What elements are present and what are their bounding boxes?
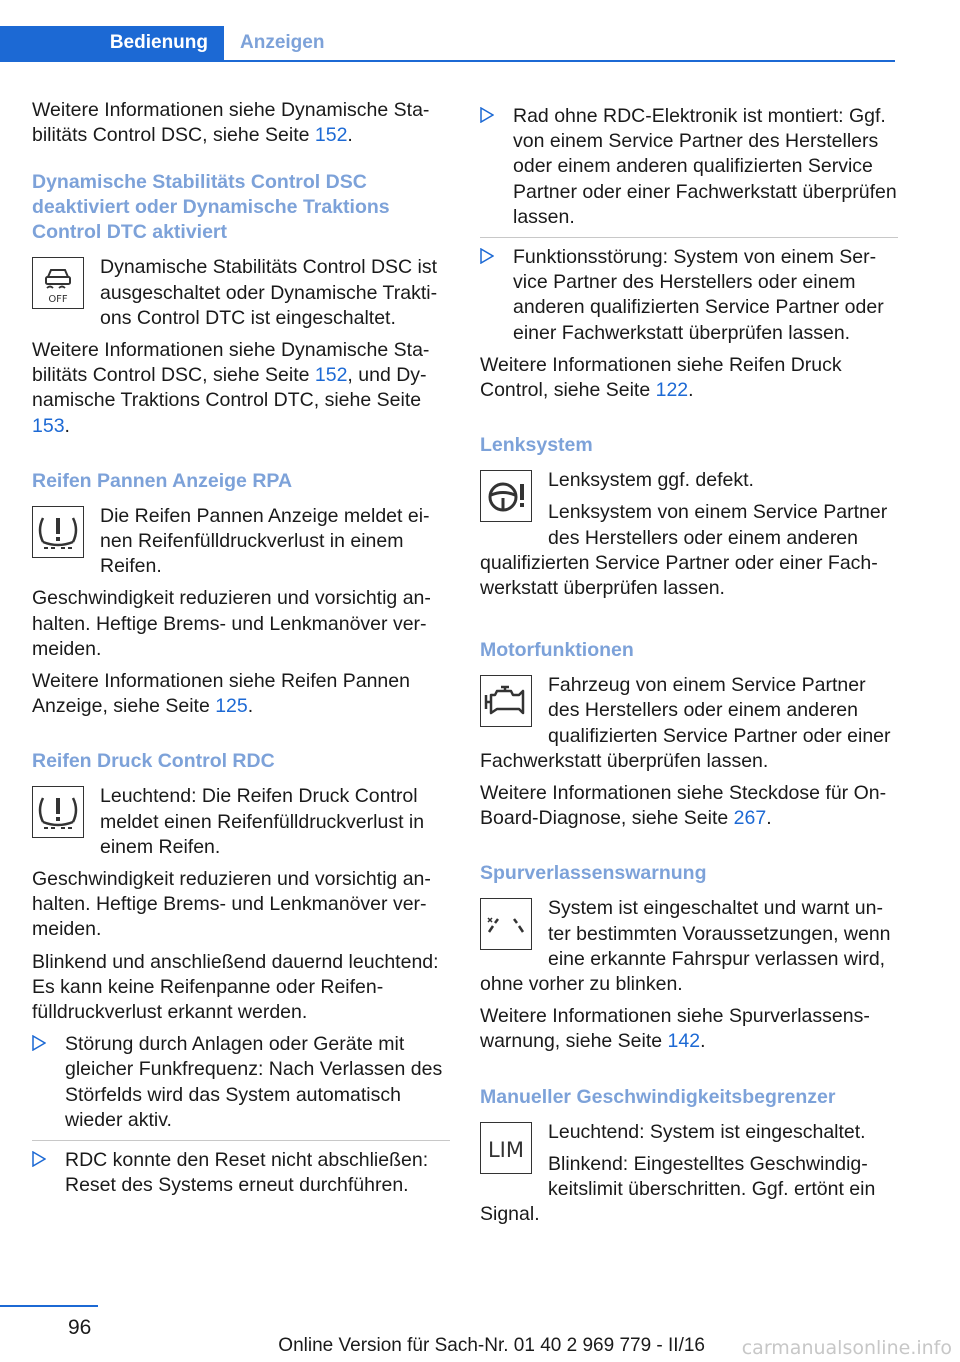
- engine-more: Weitere Informationen siehe Steckdose für On-Board-Diagnose, siehe Seite 267.: [480, 782, 887, 830]
- engine-heading: Motorfunktionen: [480, 639, 634, 662]
- lane-more: Weitere Informationen siehe Spurverlassenswarnung, siehe Seite 142.: [480, 1005, 870, 1053]
- dsc-block: [32, 255, 450, 338]
- dsc-more: Weitere Informationen siehe Dynamische Stabilitäts Control DSC, siehe Seite 152, und Dynamische Traktions Control DTC, siehe Seite 153.: [32, 339, 430, 437]
- steering-heading: Lenksystem: [480, 434, 593, 457]
- list-item: RDC konnte den Reset nicht abschließen: Reset des Systems erneut durchführen.: [32, 1148, 450, 1198]
- steering-line1: Lenksystem ggf. defekt.: [548, 469, 754, 492]
- svg-text:OFF: OFF: [48, 294, 68, 306]
- speed-limiter-icon: [480, 1122, 532, 1174]
- page-link-267[interactable]: 267: [733, 807, 767, 830]
- page-number: 96: [68, 1316, 92, 1339]
- rdc-heading: Reifen Druck Control RDC: [32, 750, 275, 773]
- page-link-152[interactable]: 152: [314, 124, 348, 147]
- rdc-block: [32, 784, 450, 867]
- list-item: Störung durch Anlagen oder Geräte mit gleicher Funkfrequenz: Nach Verlassen des Störfelds wird das System automatisch wieder aktiv.: [32, 1032, 450, 1141]
- left-column: [32, 98, 450, 1206]
- chapter-tabs: [0, 26, 895, 62]
- engine-text: Fahrzeug von einem Service Partner des Herstellers oder einem anderen qualifizierten Service Partner oder einer Fachwerkstatt überprüfen lassen.: [480, 674, 891, 772]
- watermark: carmanualsonline.info: [741, 1337, 952, 1359]
- right-column: [480, 104, 898, 1235]
- lim-line1: Leuchtend: System ist eingeschaltet.: [548, 1120, 866, 1143]
- rdc-bullet-list: [32, 1032, 450, 1198]
- svg-text:LIM: LIM: [487, 1137, 525, 1162]
- page-link-122[interactable]: 122: [655, 379, 689, 402]
- rdc-p2: Geschwindigkeit reduzieren und vorsichtig anhalten. Heftige Brems- und Lenkmanöver vermeiden.: [32, 868, 431, 941]
- rpa-p2: Geschwindigkeit reduzieren und vorsichtig anhalten. Heftige Brems- und Lenkmanöver vermeiden.: [32, 587, 431, 660]
- page-link-153[interactable]: 153: [32, 414, 65, 437]
- rdc-bullet-list-cont: [480, 104, 898, 346]
- steering-warning-icon: [480, 470, 532, 522]
- engine-block: [480, 673, 898, 781]
- rpa-more: Weitere Informationen siehe Reifen Pannen Anzeige, siehe Seite 125.: [32, 670, 410, 718]
- page-link-142[interactable]: 142: [667, 1030, 701, 1053]
- rdc-p3: Blinkend und anschließend dauernd leuchtend: Es kann keine Reifenpanne oder Reifenfülldruckverlust erkannt werden.: [32, 950, 439, 1024]
- lim-heading: Manueller Geschwindigkeitsbegrenzer: [480, 1085, 836, 1108]
- rdc-text: Leuchtend: Die Reifen Druck Control meldet einen Reifenfülldruckverlust in einem Reifen.: [100, 785, 425, 858]
- steering-line2: Lenksystem von einem Service Partner des Herstellers oder einem anderen qualifizierten Service Partner oder einer Fachwerkstatt überprüfen lassen.: [480, 501, 888, 600]
- triangle-bullet-icon: [480, 107, 494, 123]
- lim-block: [480, 1120, 898, 1235]
- list-item: Funktionsstörung: System von einem Service Partner des Herstellers oder einem anderen qualifizierten Service Partner oder einer Fachwerkstatt überprüfen lassen.: [480, 245, 898, 346]
- lane-text: System ist eingeschaltet und warnt unter bestimmten Voraussetzungen, wenn eine erkannte Fahrspur verlassen wird, ohne vorher zu blinken.: [480, 897, 891, 996]
- footer-rule: [0, 1305, 98, 1307]
- tab-bedienung[interactable]: Bedienung: [0, 26, 224, 60]
- tire-pressure-warning-icon: [32, 506, 84, 558]
- page-link-125[interactable]: 125: [215, 695, 248, 718]
- lane-block: [480, 896, 898, 1004]
- lane-departure-icon: [480, 898, 532, 950]
- intro-paragraph: Weitere Informationen siehe Dynamische Stabilitäts Control DSC, siehe Seite 152.: [32, 99, 430, 147]
- tire-pressure-warning-icon: [32, 786, 84, 838]
- online-version-note: Online Version für Sach-Nr. 01 40 2 969 779 - II/16: [278, 1335, 705, 1356]
- tab-anzeigen[interactable]: Anzeigen: [240, 32, 325, 53]
- dsc-text: Dynamische Stabilitäts Control DSC ist ausgeschaltet oder Dynamische Traktions Control DTC ist eingeschaltet.: [100, 256, 438, 329]
- page-link-152b[interactable]: 152: [314, 364, 348, 387]
- triangle-bullet-icon: [32, 1035, 46, 1051]
- lane-heading: Spurverlassenswarnung: [480, 862, 707, 885]
- dsc-heading: Dynamische Stabilitäts Control DSC deaktiviert oder Dynamische Traktions Control DTC aktiviert: [32, 171, 390, 244]
- engine-icon: [480, 675, 532, 727]
- steering-block: [480, 468, 898, 608]
- rpa-block: [32, 504, 450, 587]
- triangle-bullet-icon: [32, 1151, 46, 1167]
- rpa-text: Die Reifen Pannen Anzeige meldet einen Reifenfülldruckverlust in einem Reifen.: [100, 504, 430, 578]
- list-item: Rad ohne RDC-Elektronik ist montiert: Ggf. von einem Service Partner des Herstellers oder einem anderen qualifizierten Service Partner oder einer Fachwerkstatt überprüfen lassen.: [480, 104, 898, 238]
- rdc-more: Weitere Informationen siehe Reifen Druck Control, siehe Seite 122.: [480, 353, 842, 402]
- lim-line2: Blinkend: Eingestelltes Geschwindigkeitslimit überschritten. Ggf. ertönt ein Signal.: [480, 1152, 876, 1226]
- header-rule: [0, 60, 895, 62]
- dsc-off-icon: [32, 257, 84, 309]
- rpa-heading: Reifen Pannen Anzeige RPA: [32, 469, 293, 492]
- triangle-bullet-icon: [480, 248, 494, 264]
